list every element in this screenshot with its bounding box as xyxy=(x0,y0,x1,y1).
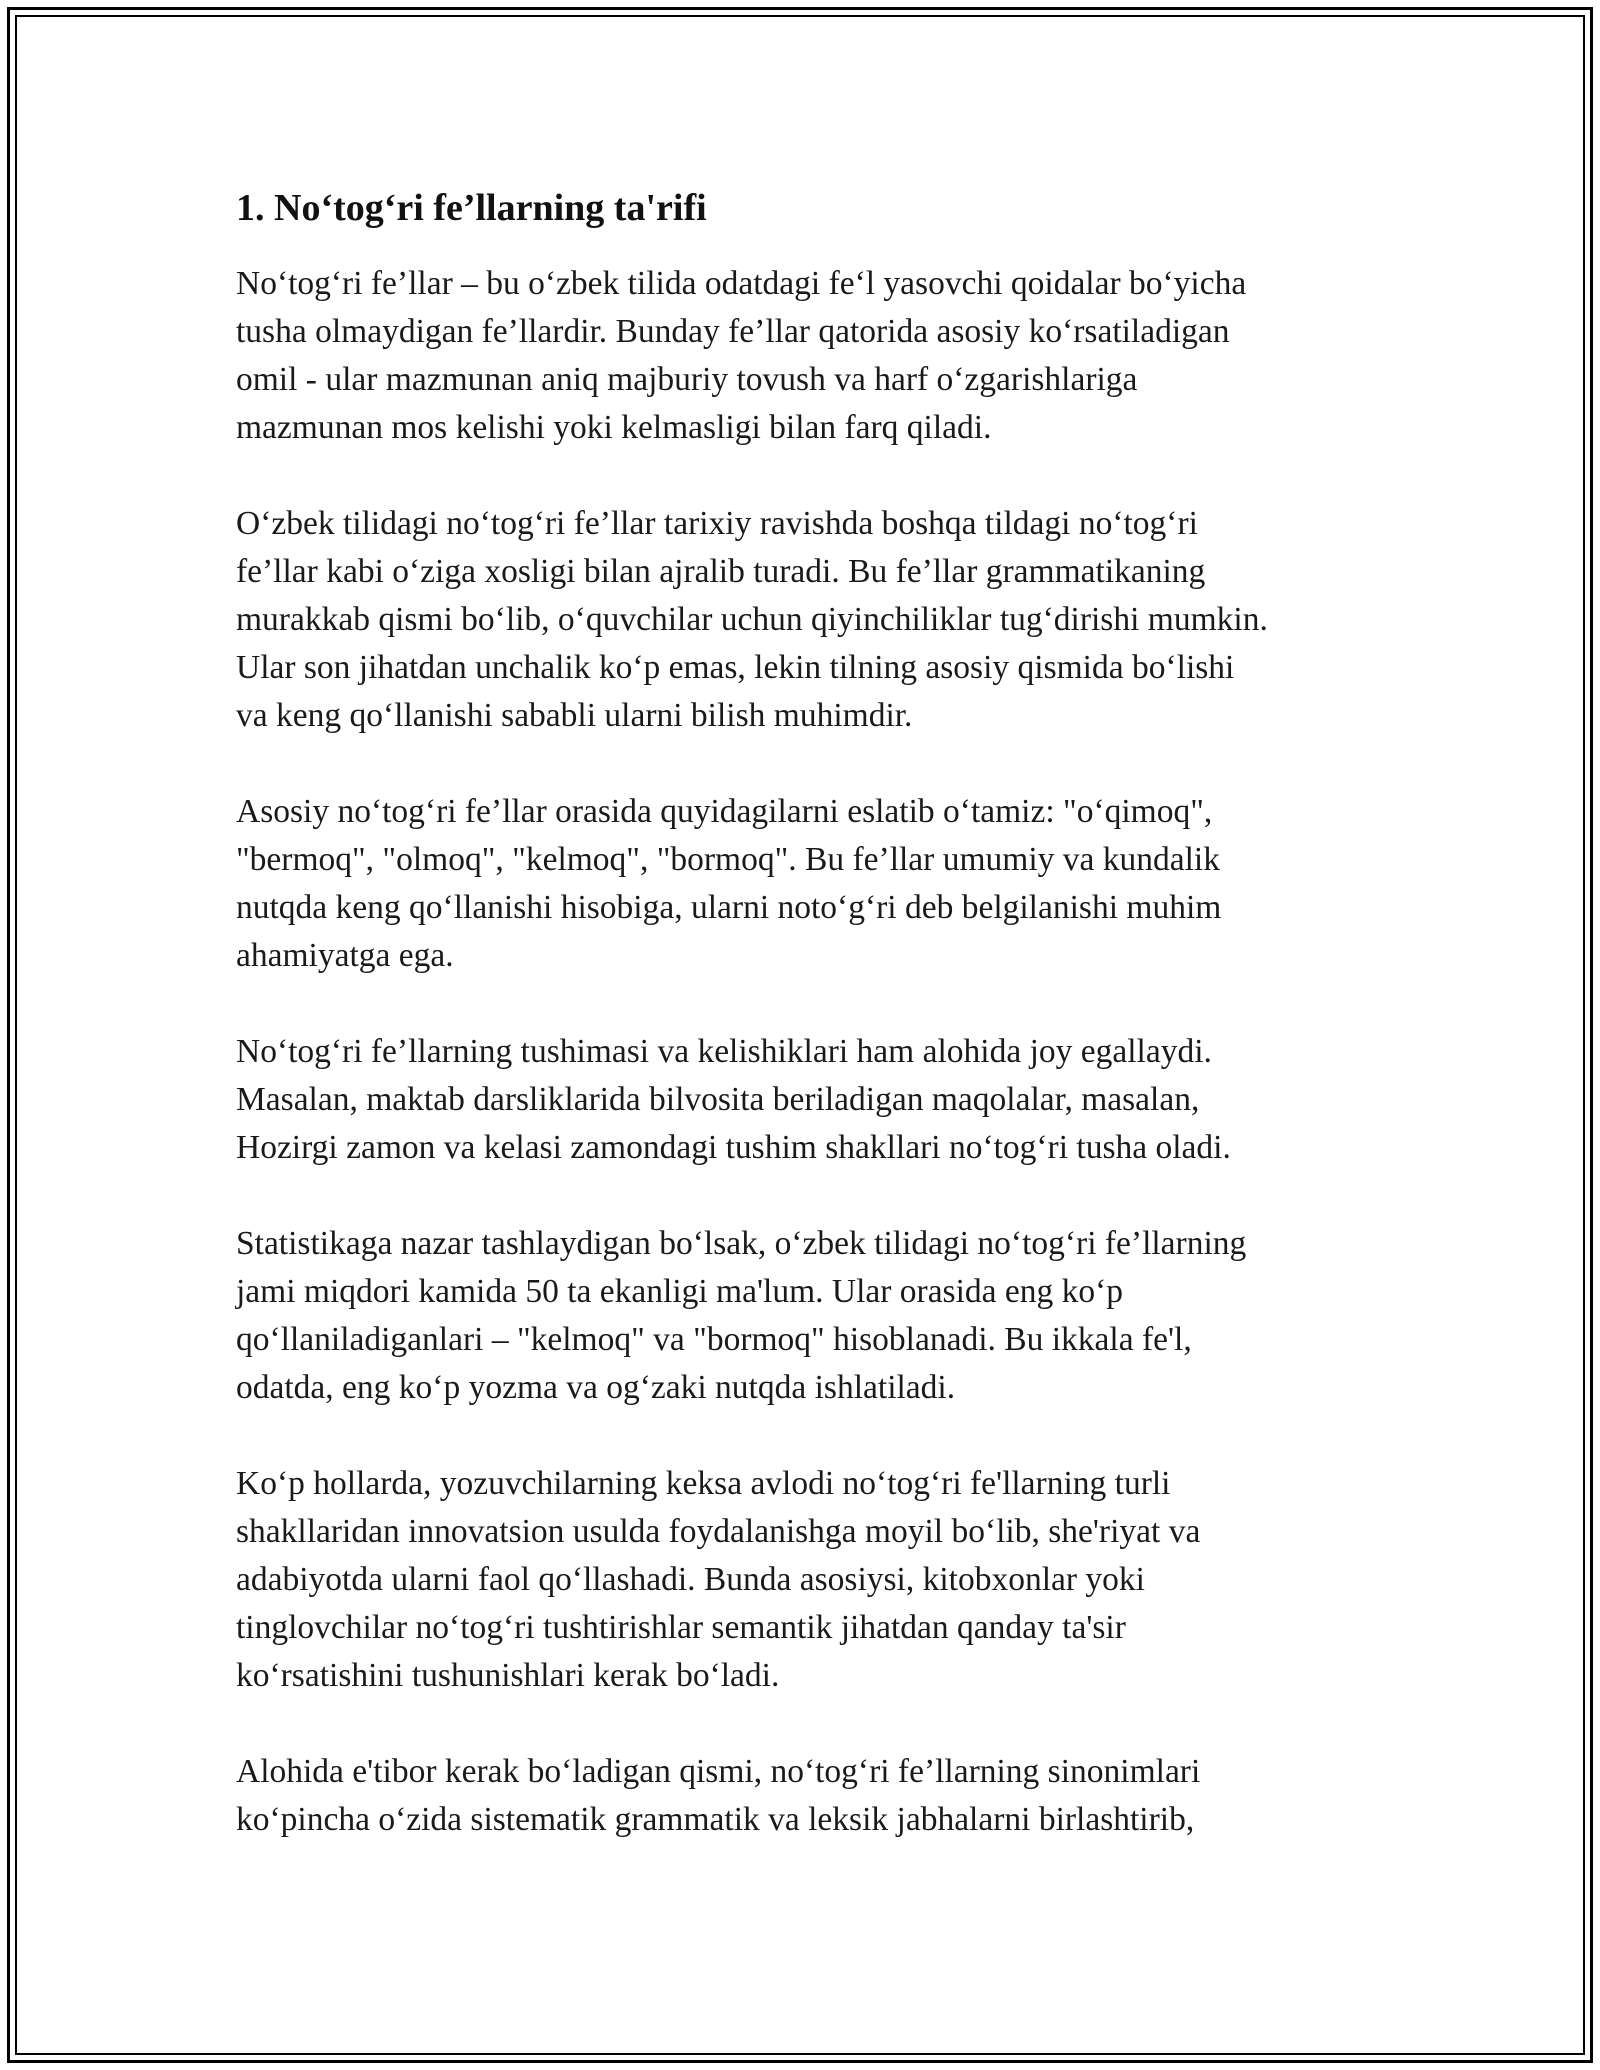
text-line: Alohida e'tibor kerak bo‘ladigan qismi, no‘tog‘ri fe’llarning sinonimlari xyxy=(236,1753,1201,1790)
text-line: murakkab qismi bo‘lib, o‘quvchilar uchun qiyinchiliklar tug‘dirishi mumkin. xyxy=(236,601,1268,638)
text-line: No‘tog‘ri fe’llarning tushimasi va kelishiklari ham alohida joy egallaydi. xyxy=(236,1033,1212,1070)
text-line: jami miqdori kamida 50 ta ekanligi ma'lum. Ular orasida eng ko‘p xyxy=(236,1273,1124,1310)
paragraph-4 xyxy=(236,1028,1396,1172)
text-line: Ular son jihatdan unchalik ko‘p emas, lekin tilning asosiy qismida bo‘lishi xyxy=(236,649,1235,686)
text-line: Masalan, maktab darsliklarida bilvosita beriladigan maqolalar, masalan, xyxy=(236,1081,1200,1118)
paragraph-3 xyxy=(236,788,1396,980)
text-line: "bermoq", "olmoq", "kelmoq", "bormoq". Bu fe’llar umumiy va kundalik xyxy=(236,841,1220,878)
text-line: ahamiyatga ega. xyxy=(236,937,454,974)
text-line: mazmunan mos kelishi yoki kelmasligi bilan farq qiladi. xyxy=(236,409,992,446)
paragraph-6 xyxy=(236,1460,1396,1700)
text-line: nutqda keng qo‘llanishi hisobiga, ularni noto‘g‘ri deb belgilanishi muhim xyxy=(236,889,1222,926)
paragraph-1 xyxy=(236,260,1396,452)
text-line: odatda, eng ko‘p yozma va og‘zaki nutqda ishlatiladi. xyxy=(236,1369,956,1406)
paragraph-5 xyxy=(236,1220,1396,1412)
text-line: Hozirgi zamon va kelasi zamondagi tushim shakllari no‘tog‘ri tusha oladi. xyxy=(236,1129,1231,1166)
text-line: tinglovchilar no‘tog‘ri tushtirishlar semantik jihatdan qanday ta'sir xyxy=(236,1609,1126,1646)
text-line: ko‘rsatishini tushunishlari kerak bo‘ladi. xyxy=(236,1657,780,1694)
text-line: qo‘llaniladiganlari – "kelmoq" va "bormoq" hisoblanadi. Bu ikkala fe'l, xyxy=(236,1321,1192,1358)
text-line: tusha olmaydigan fe’llardir. Bunday fe’llar qatorida asosiy ko‘rsatiladigan xyxy=(236,313,1230,350)
text-line: fe’llar kabi o‘ziga xosligi bilan ajralib turadi. Bu fe’llar grammatikaning xyxy=(236,553,1206,590)
document-body xyxy=(236,184,1396,1892)
text-line: adabiyotda ularni faol qo‘llashadi. Bunda asosiysi, kitobxonlar yoki xyxy=(236,1561,1145,1598)
text-line: Asosiy no‘tog‘ri fe’llar orasida quyidagilarni eslatib o‘tamiz: "o‘qimoq", xyxy=(236,793,1213,830)
text-line: Statistikaga nazar tashlaydigan bo‘lsak, o‘zbek tilidagi no‘tog‘ri fe’llarning xyxy=(236,1225,1247,1262)
paragraph-2 xyxy=(236,500,1396,740)
text-line: O‘zbek tilidagi no‘tog‘ri fe’llar tarixiy ravishda boshqa tildagi no‘tog‘ri xyxy=(236,505,1198,542)
text-line: ko‘pincha o‘zida sistematik grammatik va leksik jabhalarni birlashtirib, xyxy=(236,1801,1195,1838)
text-line: Ko‘p hollarda, yozuvchilarning keksa avlodi no‘tog‘ri fe'llarning turli xyxy=(236,1465,1171,1502)
paragraph-7 xyxy=(236,1748,1396,1844)
text-line: shakllaridan innovatsion usulda foydalanishga moyil bo‘lib, she'riyat va xyxy=(236,1513,1201,1550)
text-line: No‘tog‘ri fe’llar – bu o‘zbek tilida odatdagi fe‘l yasovchi qoidalar bo‘yicha xyxy=(236,265,1247,302)
section-heading: 1. No‘tog‘ri fe’llarning ta'rifi xyxy=(236,187,707,229)
text-line: va keng qo‘llanishi sababli ularni bilish muhimdir. xyxy=(236,697,913,734)
text-line: omil - ular mazmunan aniq majburiy tovush va harf o‘zgarishlariga xyxy=(236,361,1138,398)
